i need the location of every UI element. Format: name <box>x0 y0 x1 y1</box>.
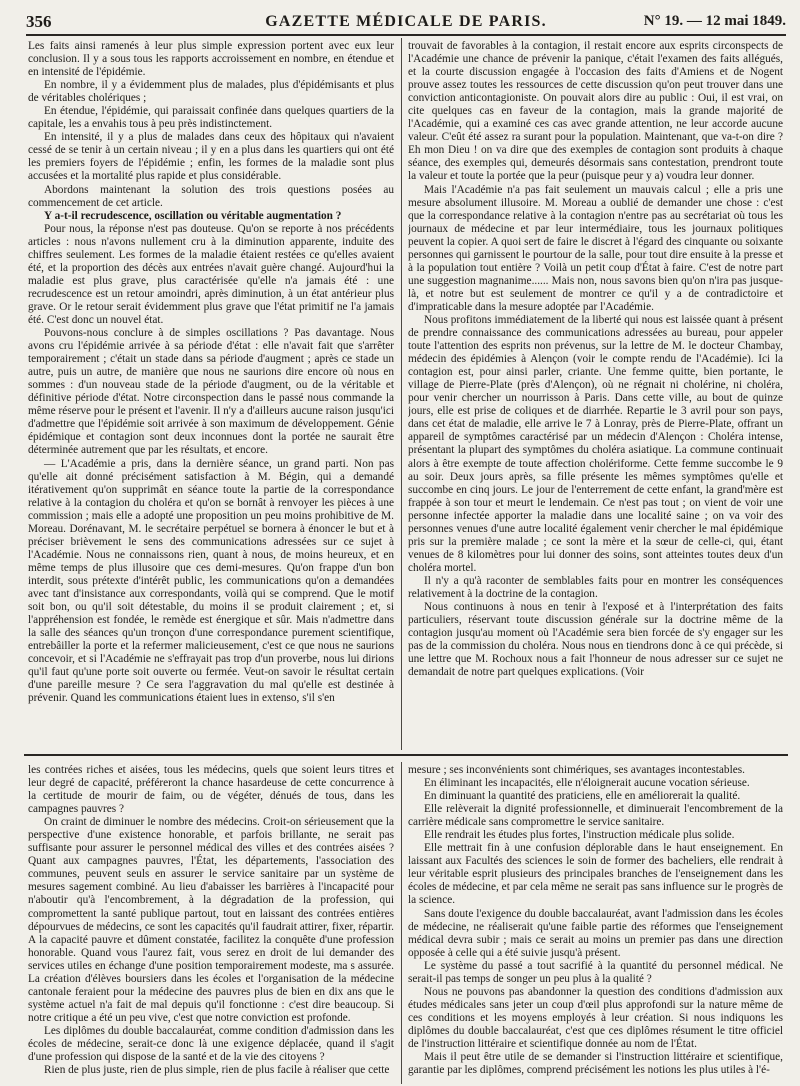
paragraph: Mais l'Académie n'a pas fait seulement un mauvais calcul ; elle a pris une mesure absolument illusoire. M. Moreau a oublié de demander une chose : c'est que la correspondance relative à la contagion n'entre pas au secrétariat où tous les journaux de médecine et par leur intermédiaire, tous les journaux politiques peuvent la copier. A quoi sert de faire le discret à l'égard des cinquante ou soixante personnes qui garnissent le pourtour de la salle, pour tout dire ensuite à la presse et à la population tout entière ? Voilà un petit coup d'État à faire. C'est de notre part une suggestion magnanime...... Mais non, nous savons bien qu'on n'ira pas jusque-là, et notre but est seulement de montrer ce qu'il y a de contradictoire et d'impraticable dans la mesure adoptée par l'Académie. <box>408 183 783 313</box>
paragraph: Le système du passé a tout sacrifié à la quantité du personnel médical. Ne serait-il pas temps de songer un peu plus à la qualité ? <box>408 959 783 985</box>
paragraph: Pouvons-nous conclure à de simples oscillations ? Pas davantage. Nous avons cru l'épidémie arrivée à sa période d'état : elle n'avait fait que s'arrêter temporairement ; c'était un stade dans sa période d'augment ; après ce stade un autre, puis un autre, de manière que nous ne saurions dire encore où nous en sommes : d'un nouveau stade de la période d'augment, ou de la véritable et définitive période d'état. Notre circonspection dans le passé nous commande la même réserve pour le présent et l'avenir. Il n'y a d'ailleurs aucune raison jusqu'ici d'admettre que l'épidémie soit arrivée à son maximum de développement. Génie épidémique et contagion sont deux inconnues dont la portée ne saurait être déterminée autrement que par les résultats, et encore. <box>28 327 394 457</box>
paragraph: les contrées riches et aisées, tous les médecins, quels que soient leurs titres et leur degré de capacité, préféreront la chance hasardeuse de cette concurrence à la certitude de mourir de faim, ou de végéter, dénués de tous, dans les campagnes pauvres ? <box>28 764 394 816</box>
paragraph: Les diplômes du double baccalauréat, comme condition d'admission dans les écoles de médecine, serait-ce donc là une exigence déplacée, quand il s'agit d'une profession qui dispose de la santé et de la vie des citoyens ? <box>28 1024 394 1064</box>
paragraph: Pour nous, la réponse n'est pas douteuse. Qu'on se reporte à nos précédents articles : nous n'avons nullement cru à la diminution apparente, induite des chiffres seulement. Les formes de la maladie étaient restées ce qu'elles avaient été, et la proportion des décès aux entrées n'avait guère changé. Aujourd'hui la maladie est plus grave, plus caractérisée qu'elle n'a jamais été : une recrudescence est un retour amoindri, après diminution, à un état antérieur plus grave. Or le retour serait évidemment plus grave que l'état primitif ne l'a jamais été. C'est donc un nouvel état. <box>28 222 394 326</box>
paragraph: En étendue, l'épidémie, qui paraissait confinée dans quelques quartiers de la capitale, les a envahis tous à peu près indistinctement. <box>28 105 394 131</box>
column-top-right <box>408 40 783 747</box>
paragraph: En éliminant les incapacités, elle n'éloignerait aucune vocation sérieuse. <box>424 777 750 790</box>
paragraph: Elle mettrait fin à une confusion déplorable dans le haut enseignement. En laissant aux Facultés des sciences le soin de former des bacheliers, elle rendrait à leur véritable esprit plusieurs des principales branches de l'enseignement dans les écoles de médecine, et par cela même ne serait pas sans influence sur le progrès de la science. <box>408 842 783 907</box>
paragraph: Mais il peut être utile de se demander si l'instruction littéraire et scientifique, garantie par les diplômes, comprend précisément les notions les plus utiles à l'é- <box>408 1051 783 1077</box>
column-top-left <box>28 40 394 747</box>
page-number: 356 <box>26 12 52 31</box>
paragraph: trouvait de favorables à la contagion, il restait encore aux esprits circonspects de l'Académie une chance de prévenir la panique, c'était l'examen des faits allégués, et la courte discussion engagée à l'occasion des faits d'Amiens et de Nogent prouve assez toutes les ressources de cette discussion qu'on peut trouver dans une conviction anticontagioniste. On pouvait alors dire au public : Oui, il est vrai, on cite quelques cas en faveur de la contagion, mais la grande majorité de l'Académie, qui a examiné ces cas avec grande attention, ne leur accorde aucune valeur. C'eût été assez ra surant pour la population. Maintenant, que va-t-on dire ? Eh mon Dieu ! on va dire que des exemples de contagion sont produits à chaque séance, des exemples qui, demeurés désormais sans contestation, prendront toute la valeur et toute la portée que la peur (puisque peur y a) voudra leur donner. <box>408 40 783 183</box>
paragraph: — L'Académie a pris, dans la dernière séance, un grand parti. Non pas qu'elle ait donné précisément satisfaction à M. Bégin, qui a demandé itérativement qu'on supprimât en séance toute la partie de la correspondance relative à la contagion du choléra et qu'on se bornât à renvoyer les pièces à une commission ; mais elle a adopté une proposition un peu moins prohibitive de M. Moreau. Dorénavant, M. le secrétaire perpétuel se bornera à énoncer le but et à préciser brièvement le sens des communications adressées sur ce sujet à l'Académie. Nous ne connaissons rien, quant à nous, de moins heureux, et en même temps de plus illusoire que ces demi-mesures. Qu'on frappe d'un bon interdit, sous prétexte d'intérêt public, les communications qu'on a demandées avec tant d'insistance aux correspondants, voilà qui se comprend. Que le motif soit bon, ou qu'il soit détestable, du moins il se produit clairement ; et, si l'appréhension est fondée, le remède est énergique et sûr. Mais n'admettre dans la salle des séances qu'un tronçon d'une correspondance purement scientifique, entrebâiller la porte et la refermer malicieusement, c'est ce que nous ne saurions concevoir, et si l'Académie ne s'effrayait pas trop d'un proverbe, nous lui dirions qu'il faut qu'une porte soit ouverte ou fermée. Veut-on savoir le résultat certain d'une pareille mesure ? Ce sera l'aggravation du mal qu'elle est destinée à prévenir. Quand les communications étaient lues in extenso, s'il s'en <box>28 457 394 705</box>
question-heading: Y a-t-il recrudescence, oscillation ou véritable augmentation ? <box>44 209 342 222</box>
journal-title: GAZETTE MÉDICALE DE PARIS. <box>265 13 547 30</box>
paragraph: En diminuant la quantité des praticiens, elle en améliorerait la qualité. <box>424 790 741 803</box>
page-header <box>26 12 786 36</box>
column-bottom-left <box>28 764 394 1084</box>
issue-info: N° 19. — 12 mai 1849. <box>643 13 786 29</box>
paragraph: mesure ; ses inconvénients sont chimériques, ses avantages incontestables. <box>408 764 745 776</box>
section-divider <box>24 754 788 756</box>
paragraph: Nous ne pouvons pas abandonner la question des conditions d'admission aux études médicales sans jeter un coup d'œil plus approfondi sur la nature même de ces conditions et les moyens employés à leur création. Si nous indiquons les diplômes du double baccalauréat, c'est que ces diplômes résument le titre officiel de l'instruction littéraire et scientifique donnée au nom de l'État. <box>408 985 783 1050</box>
paragraph: Nous continuons à nous en tenir à l'exposé et à l'interprétation des faits particuliers, réservant toute discussion générale sur la doctrine même de la contagion jusqu'au moment où l'Académie sera bien forcée de s'y engager sur les pas de la commission du choléra. Nous nous en tiendrons donc à ce qui précède, si une lettre que M. Rochoux nous a fait l'honneur de nous adresser sur ce sujet ne demandait de notre part quelques explications. (Voir <box>408 601 783 679</box>
paragraph: Sans doute l'exigence du double baccalauréat, avant l'admission dans les écoles de médecine, ne réaliserait qu'une faible partie des réformes que l'enseignement médical devra subir ; mais ce serait au moins un premier pas dans une direction opposée à celle qui a été suivie jusqu'à présent. <box>408 907 783 959</box>
column-divider <box>401 762 402 1084</box>
column-divider <box>401 38 402 750</box>
paragraph: On craint de diminuer le nombre des médecins. Croit-on sérieusement que la perspective d'une existence honorable, et parfois brillante, ne serait pas suffisante pour assurer le personnel médical des villes et des contrées aisées ? Quant aux campagnes pauvres, l'État, les départements, l'association des communes, peuvent seuls en assurer le service sanitaire par un système de mesures sagement combiné. Au lieu d'abaisser les barrières à l'incapacité pour n'aboutir qu'à l'encombrement, à la dégradation de la profession, qui compromettent la santé publique partout, tout en laissant des contrées entières dépourvues de médecins, ce sont les capacités qu'il faudrait attirer, fixer, répartir. A la capacité pauvre et dûment constatée, facilitez la conquête d'une profession honorable. Quand vous l'aurez fait, vous serez en droit de lui demander des services utiles en échange d'une position temporairement modeste, ma s assurée. La création d'élèves boursiers dans les écoles et l'organisation de la médecine cantonale feraient pour la médecine des pauvres plus de bien en dix ans que le système actuel n'a fait de mal depuis qu'il fonctionne : c'est dire beaucoup. Si notre critique a été un peu vive, c'est que notre conviction est profonde. <box>28 816 394 1024</box>
paragraph: Elle rendrait les études plus fortes, l'instruction médicale plus solide. <box>424 829 735 842</box>
paragraph: Les faits ainsi ramenés à leur plus simple expression portent avec eux leur conclusion. Il y a sous tous les rapports accroissement en nombre, en étendue et en intensité de l'épidémie. <box>28 40 394 79</box>
paragraph: En nombre, il y a évidemment plus de malades, plus d'épidémisants et plus de véritables cholériques ; <box>28 79 394 105</box>
paragraph: Il n'y a qu'à raconter de semblables faits pour en montrer les conséquences relativement à la doctrine de la contagion. <box>408 574 783 600</box>
column-bottom-right <box>408 764 783 1084</box>
paragraph: Nous profitons immédiatement de la liberté qui nous est laissée quant à présent de prendre connaissance des communications adressées au bureau, pour appeler toute l'attention des esprits non prévenus, sur la lettre de M. le docteur Chambay, médecin des épidémies à Alençon (voir le compte rendu de l'Académie). Ici la contagion est, pour ainsi parler, criante. Une femme quitte, bien portante, le village de Pierre-Plate (près d'Alençon), où ne régnait ni cholérine, ni choléra, pour venir chercher un nourrisson à Paris. Dans cette ville, au bout de quinze jours, elle est prise de coliques et de diarrhée. Repartie le 3 avril pour son pays, dans cet état de maladie, elle arrive le 7 à Lonray, près de Pierre-Plate, offrant un appareil de symptômes caractérisé par un médecin d'Alençon : Choléra intense, présentant la plupart des symptômes du choléra asiatique. La commune continuait alors à être exempte de toute affection cholériforme. Cette femme succombe le 9 au soir. Deux jours après, sa fille présente les mêmes symptômes qu'elle et succombe en cinq jours. Le jour de l'enterrement de cette enfant, la grand'mère est frappée à son tour et meurt le lendemain. Ce n'est pas tout ; on vient de voir une personne infectée apporter la maladie dans une localité saine ; on va voir des personnes venues d'une autre localité également venir chercher le mal épidémique pris sur la première malade ; ce sont la mère et la sœur de celle-ci, qui, étant venues de 8 kilomètres pour lui donner des soins, sont atteintes toutes deux d'un choléra mortel. <box>408 313 783 574</box>
paragraph: En intensité, il y a plus de malades dans ceux des hôpitaux qui n'avaient cessé de se tenir à un certain niveau ; il y en a plus dans les quartiers qui ont été les premiers foyers de l'épidémie ; enfin, les formes de la maladie sont plus accusées et la mortalité plus rapide et plus considérable. <box>28 131 394 183</box>
paragraph: Abordons maintenant la solution des trois questions posées au commencement de cet article. <box>28 183 394 209</box>
paragraph: Rien de plus juste, rien de plus simple, rien de plus facile à réaliser que cette <box>44 1064 390 1077</box>
paragraph: Elle relèverait la dignité professionnelle, et diminuerait l'encombrement de la carrière médicale sans compromettre le service sanitaire. <box>408 803 783 829</box>
